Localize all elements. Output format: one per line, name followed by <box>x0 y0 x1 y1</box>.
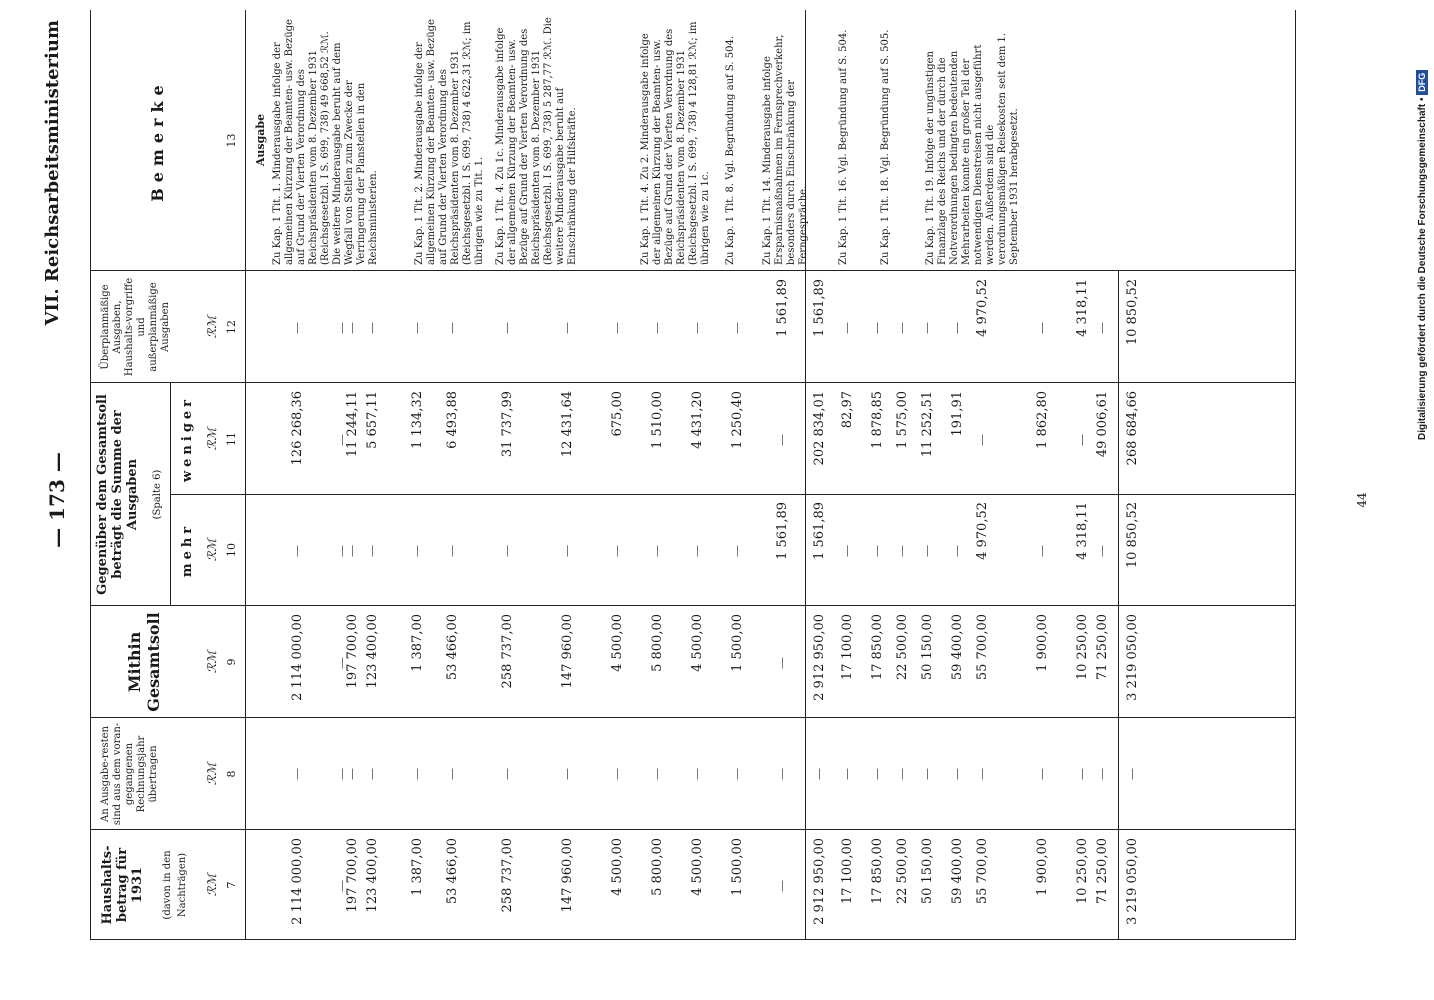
remark-5: Zu Kap. 1 Tit. 8. Vgl. Begründung auf S. 504. <box>725 35 736 265</box>
table-cell-c11: — <box>975 434 989 446</box>
table-cell-c8: — <box>335 768 349 780</box>
table-cell-c7: 2 912 950,00 <box>812 838 827 925</box>
table-cell-c10: 10 850,52 <box>1125 502 1140 569</box>
table-cell-c12: 1 561,89 <box>812 279 827 337</box>
col-header-9: Mithin Gesamtsoll <box>125 612 163 712</box>
col-num-8: 8 <box>225 770 238 778</box>
col-divider <box>90 717 1295 718</box>
table-cell-c8: — <box>870 768 884 780</box>
remark-9: Zu Kap. 1 Tit. 19. Infolge der ungünstigen Finanzlage des Reichs und der durch die Notverordnungen bedingten bedeutenden Mehrarbeiten konnte ein großer Teil der notwendigen Dienstreisen nicht ausgeführt werden. Außerdem sind die verordnungsmäßigen Reisekosten seit dem 1. September 1931 herabgesetzt. <box>925 32 1020 265</box>
table-cell-c12: — <box>290 322 304 334</box>
col-header-10: mehr <box>180 522 195 578</box>
table-cell-c9: 59 400,00 <box>950 614 965 681</box>
table-cell-c12: 4 970,52 <box>975 279 990 337</box>
col-divider <box>90 382 1295 383</box>
col-num-13: 13 <box>225 133 238 148</box>
table-cell-c11: 1 575,00 <box>895 391 910 449</box>
unit-8: ℛℳ <box>205 762 219 786</box>
table-cell-c10: — <box>650 545 664 557</box>
table-cell-c11: 1 250,40 <box>730 391 745 449</box>
page-number: — 173 — <box>45 452 69 548</box>
col-header-11: weniger <box>180 395 195 483</box>
table-cell-c9: 147 960,00 <box>560 614 575 689</box>
table-cell-c12: — <box>500 322 514 334</box>
table-cell-c7: 53 466,00 <box>445 838 460 905</box>
table-cell-c9: 258 737,00 <box>500 614 515 689</box>
table-cell-c10: — <box>840 545 854 557</box>
table-cell-c8: — <box>560 768 574 780</box>
col-num-9: 9 <box>225 658 238 666</box>
table-cell-c7: 197 700,00 <box>345 838 360 913</box>
table-cell-c7: 1 500,00 <box>730 838 745 896</box>
table-cell-c9: 123 400,00 <box>365 614 380 689</box>
table-cell-c9: 50 150,00 <box>920 614 935 681</box>
unit-7: ℛℳ <box>205 873 219 897</box>
table-cell-c8: — <box>1125 768 1139 780</box>
table-cell-c7: 4 500,00 <box>690 838 705 896</box>
unit-11: ℛℳ <box>205 427 219 451</box>
table-cell-c11: 11 244,11 <box>345 391 360 458</box>
table-cell-c7: 17 850,00 <box>870 838 885 905</box>
table-cell-c8: — <box>610 768 624 780</box>
table-cell-c9: 22 500,00 <box>895 614 910 681</box>
col-divider <box>90 605 1295 606</box>
table-cell-c12: — <box>560 322 574 334</box>
table-cell-c10: — <box>730 545 744 557</box>
table-cell-c12: — <box>345 322 359 334</box>
table-bottom-rule <box>1295 10 1296 940</box>
table-cell-c11: — <box>335 434 349 446</box>
table-cell-c10: — <box>870 545 884 557</box>
table-cell-c12: — <box>690 322 704 334</box>
table-cell-c11: 675,00 <box>610 391 625 437</box>
table-cell-c10: 1 561,89 <box>775 502 790 560</box>
col-divider <box>170 494 1295 495</box>
table-cell-c9: — <box>775 657 789 669</box>
table-cell-c8: — <box>365 768 379 780</box>
table-cell-c11: 11 252,51 <box>920 391 935 458</box>
table-cell-c8: — <box>690 768 704 780</box>
table-cell-c11: 5 657,11 <box>365 391 380 449</box>
table-cell-c7: 258 737,00 <box>500 838 515 913</box>
col-num-12: 12 <box>225 320 238 334</box>
table-cell-c7: 123 400,00 <box>365 838 380 913</box>
table-cell-c9: 71 250,00 <box>1095 614 1110 681</box>
table-cell-c11: 202 834,01 <box>812 391 827 466</box>
table-cell-c11: 1 862,80 <box>1035 391 1050 449</box>
table-cell-c10: — <box>290 545 304 557</box>
table-top-rule <box>90 10 91 940</box>
table-cell-c10: — <box>895 545 909 557</box>
table-cell-c10: — <box>500 545 514 557</box>
table-cell-c10: 1 561,89 <box>812 502 827 560</box>
table-cell-c7: 147 960,00 <box>560 838 575 913</box>
remark-7: Zu Kap. 1 Tit. 16. Vgl. Begründung auf S. 504. <box>838 29 849 265</box>
table-cell-c7: 17 100,00 <box>840 838 855 905</box>
total-rule <box>1118 270 1119 940</box>
table-cell-c9: — <box>335 657 349 669</box>
table-cell-c12: — <box>610 322 624 334</box>
table-cell-c12: 10 850,52 <box>1125 279 1140 346</box>
table-cell-c8: — <box>500 768 514 780</box>
table-cell-c10: — <box>335 545 349 557</box>
remark-3: Zu Kap. 1 Tit. 4. Zu 1c. Minderausgabe infolge der allgemeinen Kürzung der Beamten- usw. Bezüge auf Grund der Vierten Verordnung des Reichspräsidenten vom 8. Dezember 1931 (Reichsgesetzbl. I S. 699, 738) 5 287,77 ℛℳ. Die weitere Minderausgabe beruht auf Einschränkung der Hilfskräfte. <box>495 17 578 265</box>
table-cell-c12: — <box>650 322 664 334</box>
table-cell-c8: — <box>895 768 909 780</box>
table-cell-c9: 1 387,00 <box>410 614 425 672</box>
table-cell-c8: — <box>1035 768 1049 780</box>
section-title: VII. Reichsarbeitsministerium <box>42 20 63 326</box>
sidebar-credit <box>1412 0 1434 1000</box>
table-cell-c9: 2 912 950,00 <box>812 614 827 701</box>
table-cell-c8: — <box>812 768 826 780</box>
table-cell-c10: 4 970,52 <box>975 502 990 560</box>
table-cell-c10: — <box>445 545 459 557</box>
table-cell-c8: — <box>1075 768 1089 780</box>
table-cell-c9: 1 500,00 <box>730 614 745 672</box>
table-cell-c11: — <box>1075 434 1089 446</box>
table-cell-c11: 1 134,32 <box>410 391 425 449</box>
table-cell-c12: — <box>730 322 744 334</box>
page-marker: 44 <box>1355 492 1369 508</box>
unit-9: ℛℳ <box>205 650 219 674</box>
table-cell-c8: — <box>840 768 854 780</box>
table-cell-c9: 3 219 050,00 <box>1125 614 1140 701</box>
col-header-13: Bemerke <box>148 79 167 202</box>
col-divider <box>90 270 1295 271</box>
table-cell-c12: — <box>920 322 934 334</box>
table-cell-c12: — <box>950 322 964 334</box>
col-header-7: Haushalts-betrag für 1931 <box>100 845 145 925</box>
table-cell-c7: 1 900,00 <box>1035 838 1050 896</box>
remark-4: Zu Kap. 1 Tit. 4. Zu 2. Minderausgabe infolge der allgemeinen Kürzung der Beamten- usw. Bezüge auf Grund der Vierten Verordnung des Reichspräsidenten vom 8. Dezember 1931 (Reichsgesetzbl. I S. 699, 738) 4 128,81 ℛℳ; im übrigen wie zu 1c. <box>640 21 711 265</box>
table-cell-c7: 2 114 000,00 <box>290 838 305 925</box>
table-cell-c7: 10 250,00 <box>1075 838 1090 905</box>
table-cell-c12: — <box>365 322 379 334</box>
table-cell-c9: 17 850,00 <box>870 614 885 681</box>
table-cell-c8: — <box>975 768 989 780</box>
table-cell-c11: 126 268,36 <box>290 391 305 466</box>
remark-8: Zu Kap. 1 Tit. 18. Vgl. Begründung auf S. 505. <box>880 29 891 265</box>
remark-1: Zu Kap. 1 Tit. 1. Minderausgabe infolge der allgemeinen Kürzung der Beamten- usw. Bezüge auf Grund der Vierten Verordnung des Reichspräsidenten vom 8. Dezember 1931 (Reichsgesetzbl. I S. 699, 738) 49 668,52 ℛℳ. Die weitere Minderausgabe beruht auf dem Wegfall von Stellen zum Zwecke der Verringerung der Planstellen in den Reichsministerien. <box>272 19 379 265</box>
remark-2: Zu Kap. 1 Tit. 2. Minderausgabe infolge der allgemeinen Kürzung der Beamten- usw. Bezüge auf Grund der Vierten Verordnung des Reichspräsidenten vom 8. Dezember 1931 (Reichsgesetzbl. I S. 699, 738) 4 622,31 ℛℳ; im übrigen wie zu Tit. 1. <box>414 19 485 265</box>
table-cell-c9: 4 500,00 <box>610 614 625 672</box>
col-header-7-sub: (davon in den Nachträgen) <box>162 850 188 920</box>
table-cell-c11: 191,91 <box>950 391 965 437</box>
col-divider <box>90 939 1295 940</box>
table-cell-c8: — <box>650 768 664 780</box>
group-rule <box>170 383 171 606</box>
table-cell-c10: — <box>690 545 704 557</box>
table-cell-c7: — <box>775 880 789 892</box>
table-cell-c11: 82,97 <box>840 391 855 429</box>
table-cell-c12: — <box>895 322 909 334</box>
table-cell-c10: 4 318,11 <box>1075 502 1090 560</box>
unit-12: ℛℳ <box>205 315 219 339</box>
table-cell-c9: 4 500,00 <box>690 614 705 672</box>
table-cell-c10: — <box>410 545 424 557</box>
table-cell-c12: — <box>335 322 349 334</box>
unit-10: ℛℳ <box>205 538 219 562</box>
table-cell-c8: — <box>730 768 744 780</box>
table-cell-c10: — <box>950 545 964 557</box>
table-cell-c12: — <box>410 322 424 334</box>
table-cell-c11: 1 878,85 <box>870 391 885 449</box>
header-bottom-rule <box>245 10 246 940</box>
col-header-8: An Ausgabe-resten sind aus dem voran-gegangenen Rechnungsjahr übertragen <box>100 722 159 826</box>
table-cell-c7: 22 500,00 <box>895 838 910 905</box>
table-cell-c11: 4 431,20 <box>690 391 705 449</box>
col-num-10: 10 <box>225 543 238 557</box>
table-cell-c10: — <box>1035 545 1049 557</box>
table-cell-c12: — <box>870 322 884 334</box>
col-divider <box>90 829 1295 830</box>
table-cell-c10: — <box>1095 545 1109 557</box>
table-cell-c11: 1 510,00 <box>650 391 665 449</box>
table-cell-c11: — <box>775 434 789 446</box>
table-cell-c9: 53 466,00 <box>445 614 460 681</box>
table-cell-c10: — <box>560 545 574 557</box>
table-cell-c7: 1 387,00 <box>410 838 425 896</box>
table-cell-c9: 1 900,00 <box>1035 614 1050 672</box>
table-cell-c8: — <box>345 768 359 780</box>
table-cell-c12: 1 561,89 <box>775 279 790 337</box>
table-cell-c8: — <box>950 768 964 780</box>
table-cell-c8: — <box>410 768 424 780</box>
table-cell-c10: — <box>365 545 379 557</box>
table-cell-c12: — <box>1095 322 1109 334</box>
group-header-sub: (Spalte 6) <box>152 469 163 520</box>
col-num-7: 7 <box>225 881 238 889</box>
table-cell-c10: — <box>345 545 359 557</box>
credit-text: Digitalisierung gefördert durch die Deutsche Forschungsgemeinschaft • <box>1417 97 1428 440</box>
table-cell-c11: 31 737,99 <box>500 391 515 458</box>
table-cell-c9: 17 100,00 <box>840 614 855 681</box>
table-cell-c7: 55 700,00 <box>975 838 990 905</box>
table-cell-c11: 6 493,88 <box>445 391 460 449</box>
table-cell-c7: 71 250,00 <box>1095 838 1110 905</box>
table-cell-c7: 4 500,00 <box>610 838 625 896</box>
table-cell-c8: — <box>920 768 934 780</box>
table-cell-c8: — <box>775 768 789 780</box>
table-cell-c7: 5 800,00 <box>650 838 665 896</box>
table-cell-c7: 59 400,00 <box>950 838 965 905</box>
dfg-logo: DFG <box>1416 70 1428 95</box>
table-cell-c7: — <box>335 880 349 892</box>
table-cell-c8: — <box>445 768 459 780</box>
table-cell-c10: — <box>610 545 624 557</box>
table-cell-c7: 50 150,00 <box>920 838 935 905</box>
col-num-11: 11 <box>225 432 238 446</box>
table-cell-c9: 2 114 000,00 <box>290 614 305 701</box>
table-cell-c11: 49 006,61 <box>1095 391 1110 458</box>
table-cell-c10: — <box>920 545 934 557</box>
table-cell-c11: 268 684,66 <box>1125 391 1140 466</box>
table-cell-c9: 5 800,00 <box>650 614 665 672</box>
table-cell-c8: — <box>1095 768 1109 780</box>
table-cell-c12: — <box>840 322 854 334</box>
table-cell-c12: — <box>1035 322 1049 334</box>
table-cell-c12: 4 318,11 <box>1075 279 1090 337</box>
remarks-heading: Ausgabe <box>254 113 267 167</box>
table-cell-c8: — <box>290 768 304 780</box>
group-header: Gegenüber dem Gesamtsoll beträgt die Summe der Ausgaben <box>95 394 140 595</box>
table-cell-c9: 55 700,00 <box>975 614 990 681</box>
table-cell-c9: 10 250,00 <box>1075 614 1090 681</box>
remark-6: Zu Kap. 1 Tit. 14. Minderausgabe infolge Ersparnismaßnahmen im Fernsprechverkehr, besonders durch Einschränkung der Ferngespräche. <box>762 34 809 265</box>
table-cell-c9: 197 700,00 <box>345 614 360 689</box>
table-cell-c12: — <box>445 322 459 334</box>
table-cell-c7: 3 219 050,00 <box>1125 838 1140 925</box>
table-cell-c11: 12 431,64 <box>560 391 575 458</box>
col-header-12: Überplanmäßige Ausgaben, Haushalts-vorgriffe und außerplanmäßige Ausgaben <box>100 277 171 377</box>
